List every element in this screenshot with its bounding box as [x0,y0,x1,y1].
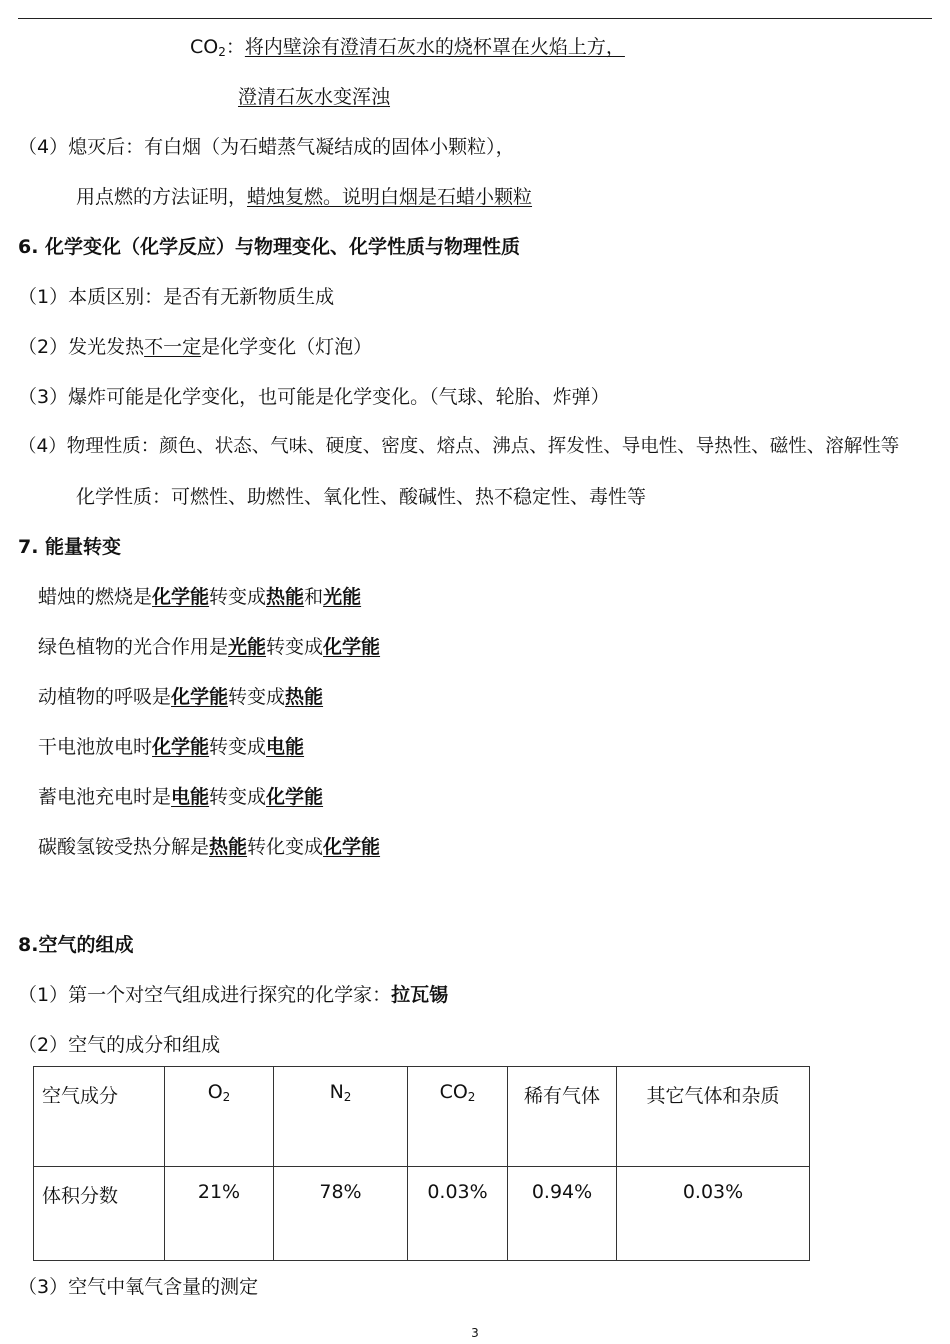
o2-formula: O [207,1081,223,1103]
table-cell: 0.03% [617,1167,810,1261]
section6-item3: （3）爆炸可能是化学变化，也可能是化学变化。（气球、轮胎、炸弹） [18,386,610,408]
co2-result-line [238,84,390,110]
energy-row-3 [38,684,323,710]
energy-term: 化学能 [266,786,324,808]
co2-result: 澄清石灰水变浑浊 [238,86,391,108]
chemist-name: 拉瓦锡 [391,984,449,1006]
energy-row-text: 转变成 [228,686,286,708]
energy-term: 电能 [171,786,210,808]
extinguish-conclusion: 蜡烛复燃。说明白烟是石蜡小颗粒 [247,186,533,208]
section6-item2 [18,334,372,360]
energy-row-text: 动植物的呼吸是 [38,686,172,708]
energy-row-text: 转变成 [209,586,267,608]
header-cell: 其它气体和杂质 [617,1067,810,1167]
energy-term: 热能 [285,686,324,708]
energy-term: 化学能 [152,736,210,758]
energy-row-text: 绿色植物的光合作用是 [38,636,229,658]
energy-row-2 [38,634,380,660]
section6-item4-chemical: 化学性质：可燃性、助燃性、氧化性、酸碱性、热不稳定性、毒性等 [76,486,647,508]
energy-row-text: 转变成 [209,786,267,808]
energy-term: 光能 [228,636,267,658]
energy-row-text: 和 [304,586,324,608]
co2-subscript: 2 [218,45,226,59]
energy-row-text: 转变成 [266,636,324,658]
energy-row-text: 蓄电池充电时是 [38,786,172,808]
n2-subscript: 2 [343,1090,352,1104]
item2-emphasis: 不一定 [144,336,202,358]
energy-term: 化学能 [171,686,229,708]
section6-item1: （1）本质区别：是否有无新物质生成 [18,286,335,308]
top-rule [18,18,932,19]
co2-formula: CO [190,36,219,58]
section6-item4: （4）物理性质：颜色、状态、气味、硬度、密度、熔点、沸点、挥发性、导电性、导热性、磁性、溶解性等 [18,436,900,457]
table-cell: 0.94% [508,1167,617,1261]
o2-subscript: 2 [222,1090,231,1104]
energy-row-text: 转化变成 [247,836,324,858]
page-number: 3 [471,1326,479,1340]
table-header-row [34,1067,810,1167]
energy-row-text: 蜡烛的燃烧是 [38,586,153,608]
energy-row-5 [38,784,323,810]
extinguish-method: 用点燃的方法证明， [76,186,248,208]
extinguish-line-1: （4）熄灭后：有白烟（为石蜡蒸气凝结成的固体小颗粒）， [18,136,515,158]
header-cell-n2 [274,1067,408,1167]
section6-heading: 6. 化学变化（化学反应）与物理变化、化学性质与物理性质 [18,236,521,258]
co2-colon: ： [225,36,245,58]
section8-item3: （3）空气中氧气含量的测定 [18,1276,259,1298]
energy-term: 热能 [266,586,305,608]
item2-prefix: （2）发光发热 [18,336,145,358]
energy-term: 光能 [323,586,362,608]
table-cell: 21% [165,1167,274,1261]
table-cell: 0.03% [408,1167,508,1261]
energy-term: 电能 [266,736,305,758]
section8-item1 [18,982,448,1008]
co2-formula: CO [439,1081,468,1103]
section8-item2: （2）空气的成分和组成 [18,1034,221,1056]
energy-term: 化学能 [152,586,210,608]
energy-row-4 [38,734,304,760]
section8-heading: 8.空气的组成 [18,934,134,956]
header-cell: 稀有气体 [508,1067,617,1167]
energy-term: 化学能 [323,636,381,658]
header-cell: 空气成分 [34,1067,165,1167]
energy-row-6 [38,834,380,860]
air-composition-table [33,1066,810,1261]
item1-text: （1）第一个对空气组成进行探究的化学家： [18,984,392,1006]
energy-row-text: 转变成 [209,736,267,758]
energy-row-1 [38,584,361,610]
extinguish-line-2 [76,184,532,210]
co2-test-text: 将内壁涂有澄清石灰水的烧杯罩在火焰上方， [244,36,625,58]
header-cell-o2 [165,1067,274,1167]
co2-subscript: 2 [467,1090,476,1104]
energy-term: 热能 [209,836,248,858]
item2-suffix: 是化学变化（灯泡） [201,336,373,358]
header-cell-co2 [408,1067,508,1167]
n2-formula: N [329,1081,344,1103]
energy-row-text: 碳酸氢铵受热分解是 [38,836,210,858]
section7-heading: 7. 能量转变 [18,536,122,558]
table-cell: 78% [274,1167,408,1261]
energy-term: 化学能 [323,836,381,858]
energy-row-text: 干电池放电时 [38,736,153,758]
co2-line [190,34,625,60]
table-cell: 体积分数 [34,1167,165,1261]
table-row [34,1167,810,1261]
